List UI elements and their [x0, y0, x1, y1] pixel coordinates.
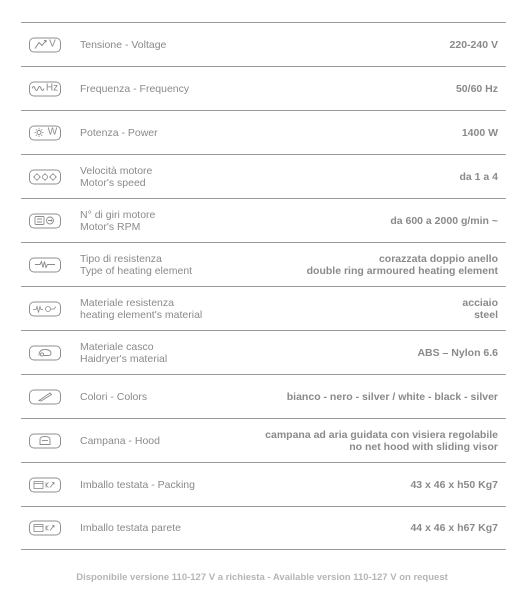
spec-row-frequency — [21, 66, 506, 110]
spec-row-power — [21, 110, 506, 154]
spec-table — [21, 22, 506, 550]
spec-label: Imballo testata parete — [80, 522, 181, 534]
packing-icon — [29, 477, 61, 492]
spec-row-colors — [21, 374, 506, 418]
footnote: Disponibile versione 110-127 V a richiesta - Available version 110-127 V on request — [76, 572, 448, 583]
colors-icon — [29, 389, 61, 404]
spec-value: 50/60 Hz — [455, 82, 498, 95]
heating-element-icon — [29, 257, 61, 272]
spec-row-motor-rpm — [21, 198, 506, 242]
spec-value: bianco - nero - silver / white - black - silver — [286, 390, 498, 403]
spec-value: 1400 W — [461, 126, 498, 139]
spec-value: corazzata doppio anello double ring armoured heating element — [306, 252, 498, 277]
spec-value: da 600 a 2000 g/min ~ — [390, 214, 498, 227]
wall-packing-icon — [29, 521, 61, 536]
spec-row-heating-element — [21, 242, 506, 286]
spec-row-casing-material — [21, 330, 506, 374]
spec-label: Imballo testata - Packing — [80, 478, 195, 491]
spec-label: Colori - Colors — [80, 390, 148, 403]
spec-row-hood — [21, 418, 506, 462]
spec-value: 43 x 46 x h50 Kg7 — [410, 478, 498, 491]
casing-material-icon — [29, 345, 61, 360]
voltage-icon — [29, 37, 61, 52]
spec-row-voltage — [21, 22, 506, 66]
element-material-icon — [29, 301, 61, 316]
spec-label: Frequenza - Frequency — [80, 82, 190, 95]
spec-label: Materiale casco Haidryer's material — [80, 340, 168, 365]
motor-rpm-icon — [29, 213, 61, 228]
spec-label: Campana - Hood — [80, 434, 160, 447]
spec-label: Potenza - Power — [80, 126, 158, 139]
spec-row-wall-packing — [21, 506, 506, 550]
frequency-icon — [29, 81, 61, 96]
spec-row-packing — [21, 462, 506, 506]
spec-label: N° di giri motore Motor's RPM — [80, 208, 156, 233]
spec-value: 44 x 46 x h67 Kg7 — [410, 522, 498, 534]
spec-row-element-material — [21, 286, 506, 330]
spec-label: Materiale resistenza heating element's material — [80, 296, 203, 321]
hood-icon — [29, 433, 61, 448]
spec-row-motor-speed — [21, 154, 506, 198]
power-unit: W — [47, 126, 58, 138]
spec-label: Tensione - Voltage — [80, 38, 167, 51]
spec-label: Velocità motore Motor's speed — [80, 164, 153, 189]
spec-value: 220-240 V — [449, 38, 498, 51]
spec-value: acciaio steel — [462, 296, 498, 321]
voltage-unit: V — [49, 38, 56, 50]
spec-label: Tipo di resistenza Type of heating element — [80, 252, 193, 277]
motor-speed-icon — [29, 169, 61, 184]
spec-value: ABS – Nylon 6.6 — [417, 346, 498, 359]
frequency-unit: Hz — [45, 82, 59, 94]
spec-value: campana ad aria guidata con visiera regolabile no net hood with sliding visor — [265, 428, 498, 453]
spec-value: da 1 a 4 — [459, 170, 498, 183]
power-icon — [29, 125, 61, 140]
